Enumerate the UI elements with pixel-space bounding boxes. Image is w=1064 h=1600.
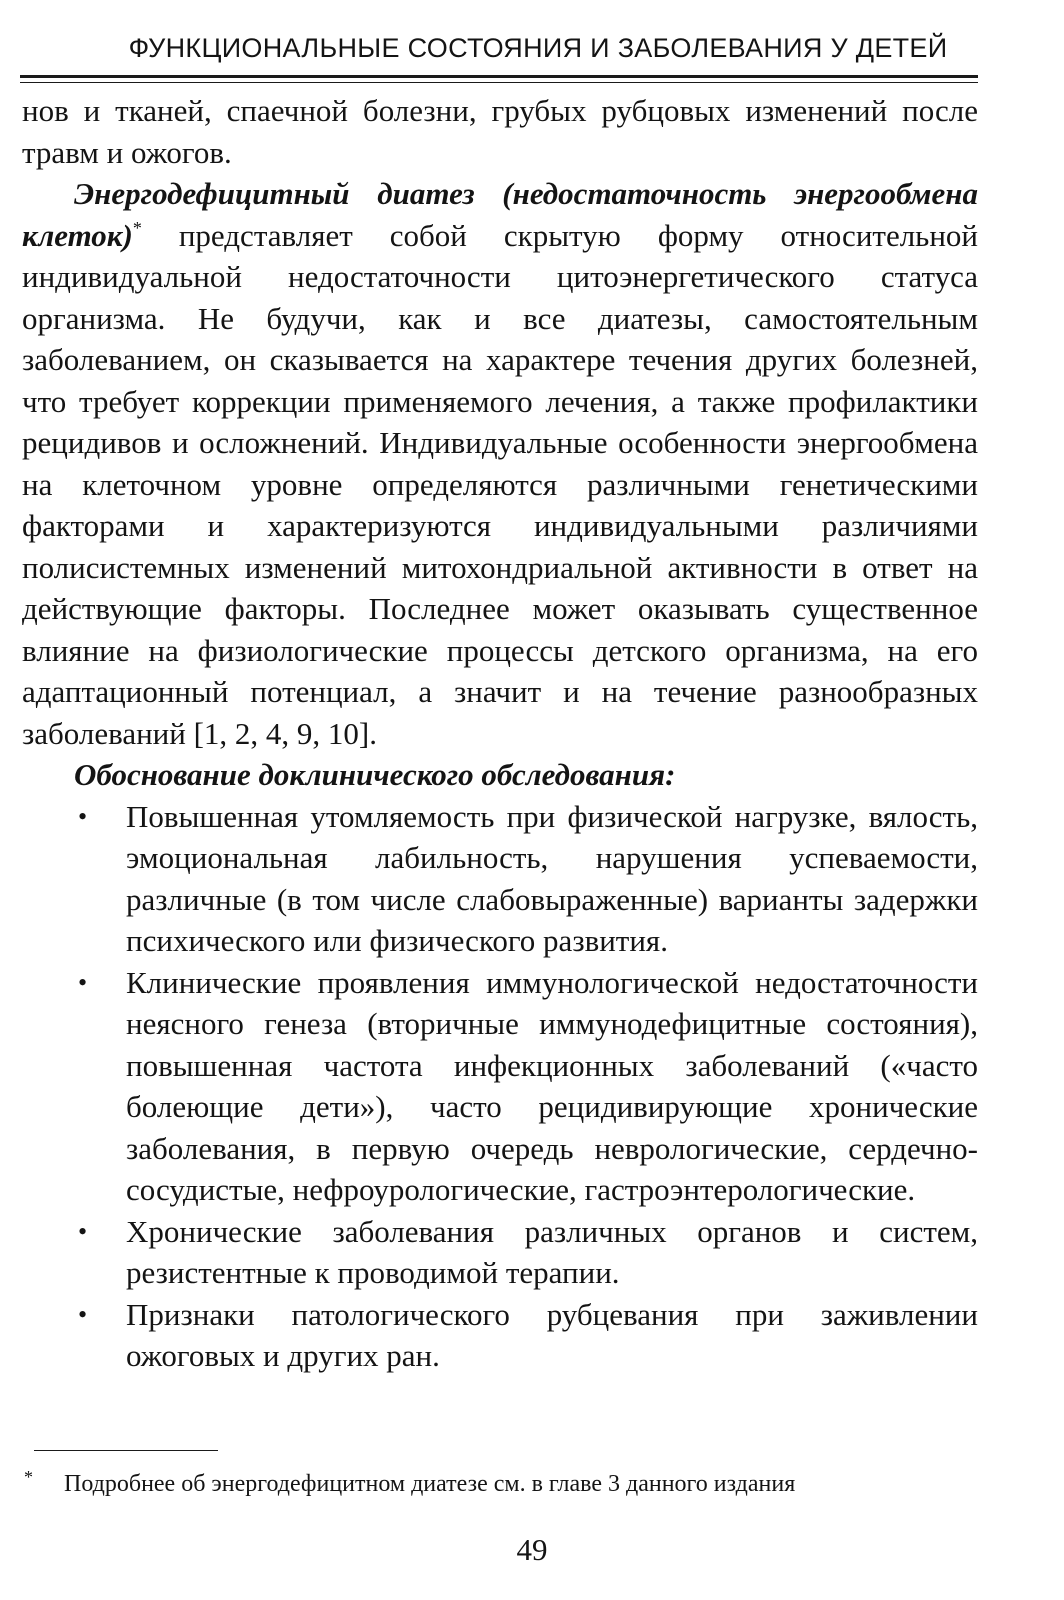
bullet-icon: •: [78, 1216, 88, 1246]
list-item-text: Повышенная утомляемость при физической нагрузке, вялость, эмоциональная лабильность, нарушения успеваемости, различные (в том числе слабовыраженные) варианты задержки психического или физического развития.: [126, 798, 978, 958]
list-item: [22, 962, 978, 1211]
section-subheading: Обоснование доклинического обследования:: [74, 757, 676, 792]
footnote-rule: [34, 1450, 218, 1451]
footnote-reference: *: [132, 217, 142, 238]
footnote: [24, 1462, 984, 1499]
footnote-mark: *: [24, 1467, 33, 1487]
list-item: [22, 1294, 978, 1377]
bullet-icon: •: [78, 801, 88, 831]
bullet-icon: •: [78, 967, 88, 997]
list-item-text: Признаки патологического рубцевания при заживлении ожоговых и других ран.: [126, 1296, 978, 1373]
list-item-text: Хронические заболевания различных органов и систем, резистентные к проводимой терапии.: [126, 1213, 978, 1290]
list-item: [22, 796, 978, 962]
page-number: 49: [516, 1532, 548, 1567]
diathesis-term: Энергодефицитный диатез (недостаточность энергообмена клеток): [22, 176, 978, 253]
list-item: [22, 1211, 978, 1294]
header-rule-thick: [20, 75, 978, 78]
bullet-icon: •: [78, 1299, 88, 1329]
bullet-list: [22, 796, 978, 1377]
diathesis-text: представляет собой скрытую форму относительной индивидуальной недостаточности цитоэнергетического статуса организма. Не будучи, как и все диатезы, самостоятельным заболеванием, он сказывается на характере течения других болезней, что требует коррекции применяемого лечения, а также профилактики рецидивов и осложнений. Индивидуальные особенности энергообмена на клеточном уровне определяются различными генетическими факторами и характеризуются индивидуальными различиями полисистемных изменений митохондриальной активности в ответ на действующие факторы. Последнее может оказывать существенное влияние на физиологические процессы детского организма, на его адаптационный потенциал, а значит и на течение разнообразных заболеваний [1, 2, 4, 9, 10].: [22, 217, 978, 751]
footnote-text: Подробнее об энергодефицитном диатезе см. в главе 3 данного издания: [64, 1471, 796, 1497]
running-head: ФУНКЦИОНАЛЬНЫЕ СОСТОЯНИЯ И ЗАБОЛЕВАНИЯ У ДЕТЕЙ: [128, 33, 948, 63]
list-item-text: Клинические проявления иммунологической недостаточности неясного генеза (вторичные иммунодефицитные состояния), повышенная частота инфекционных заболеваний («часто болеющие дети»), часто рецидивирующие хронические заболевания, в первую очередь неврологические, сердечно-сосудистые, нефроурологические, гастроэнтерологические.: [126, 964, 978, 1207]
diathesis-paragraph: [22, 173, 978, 754]
header-rule-thin: [20, 82, 978, 83]
continuation-paragraph: нов и тканей, спаечной болезни, грубых рубцовых изменений после травм и ожогов.: [22, 93, 978, 170]
body-text: [22, 90, 978, 1377]
